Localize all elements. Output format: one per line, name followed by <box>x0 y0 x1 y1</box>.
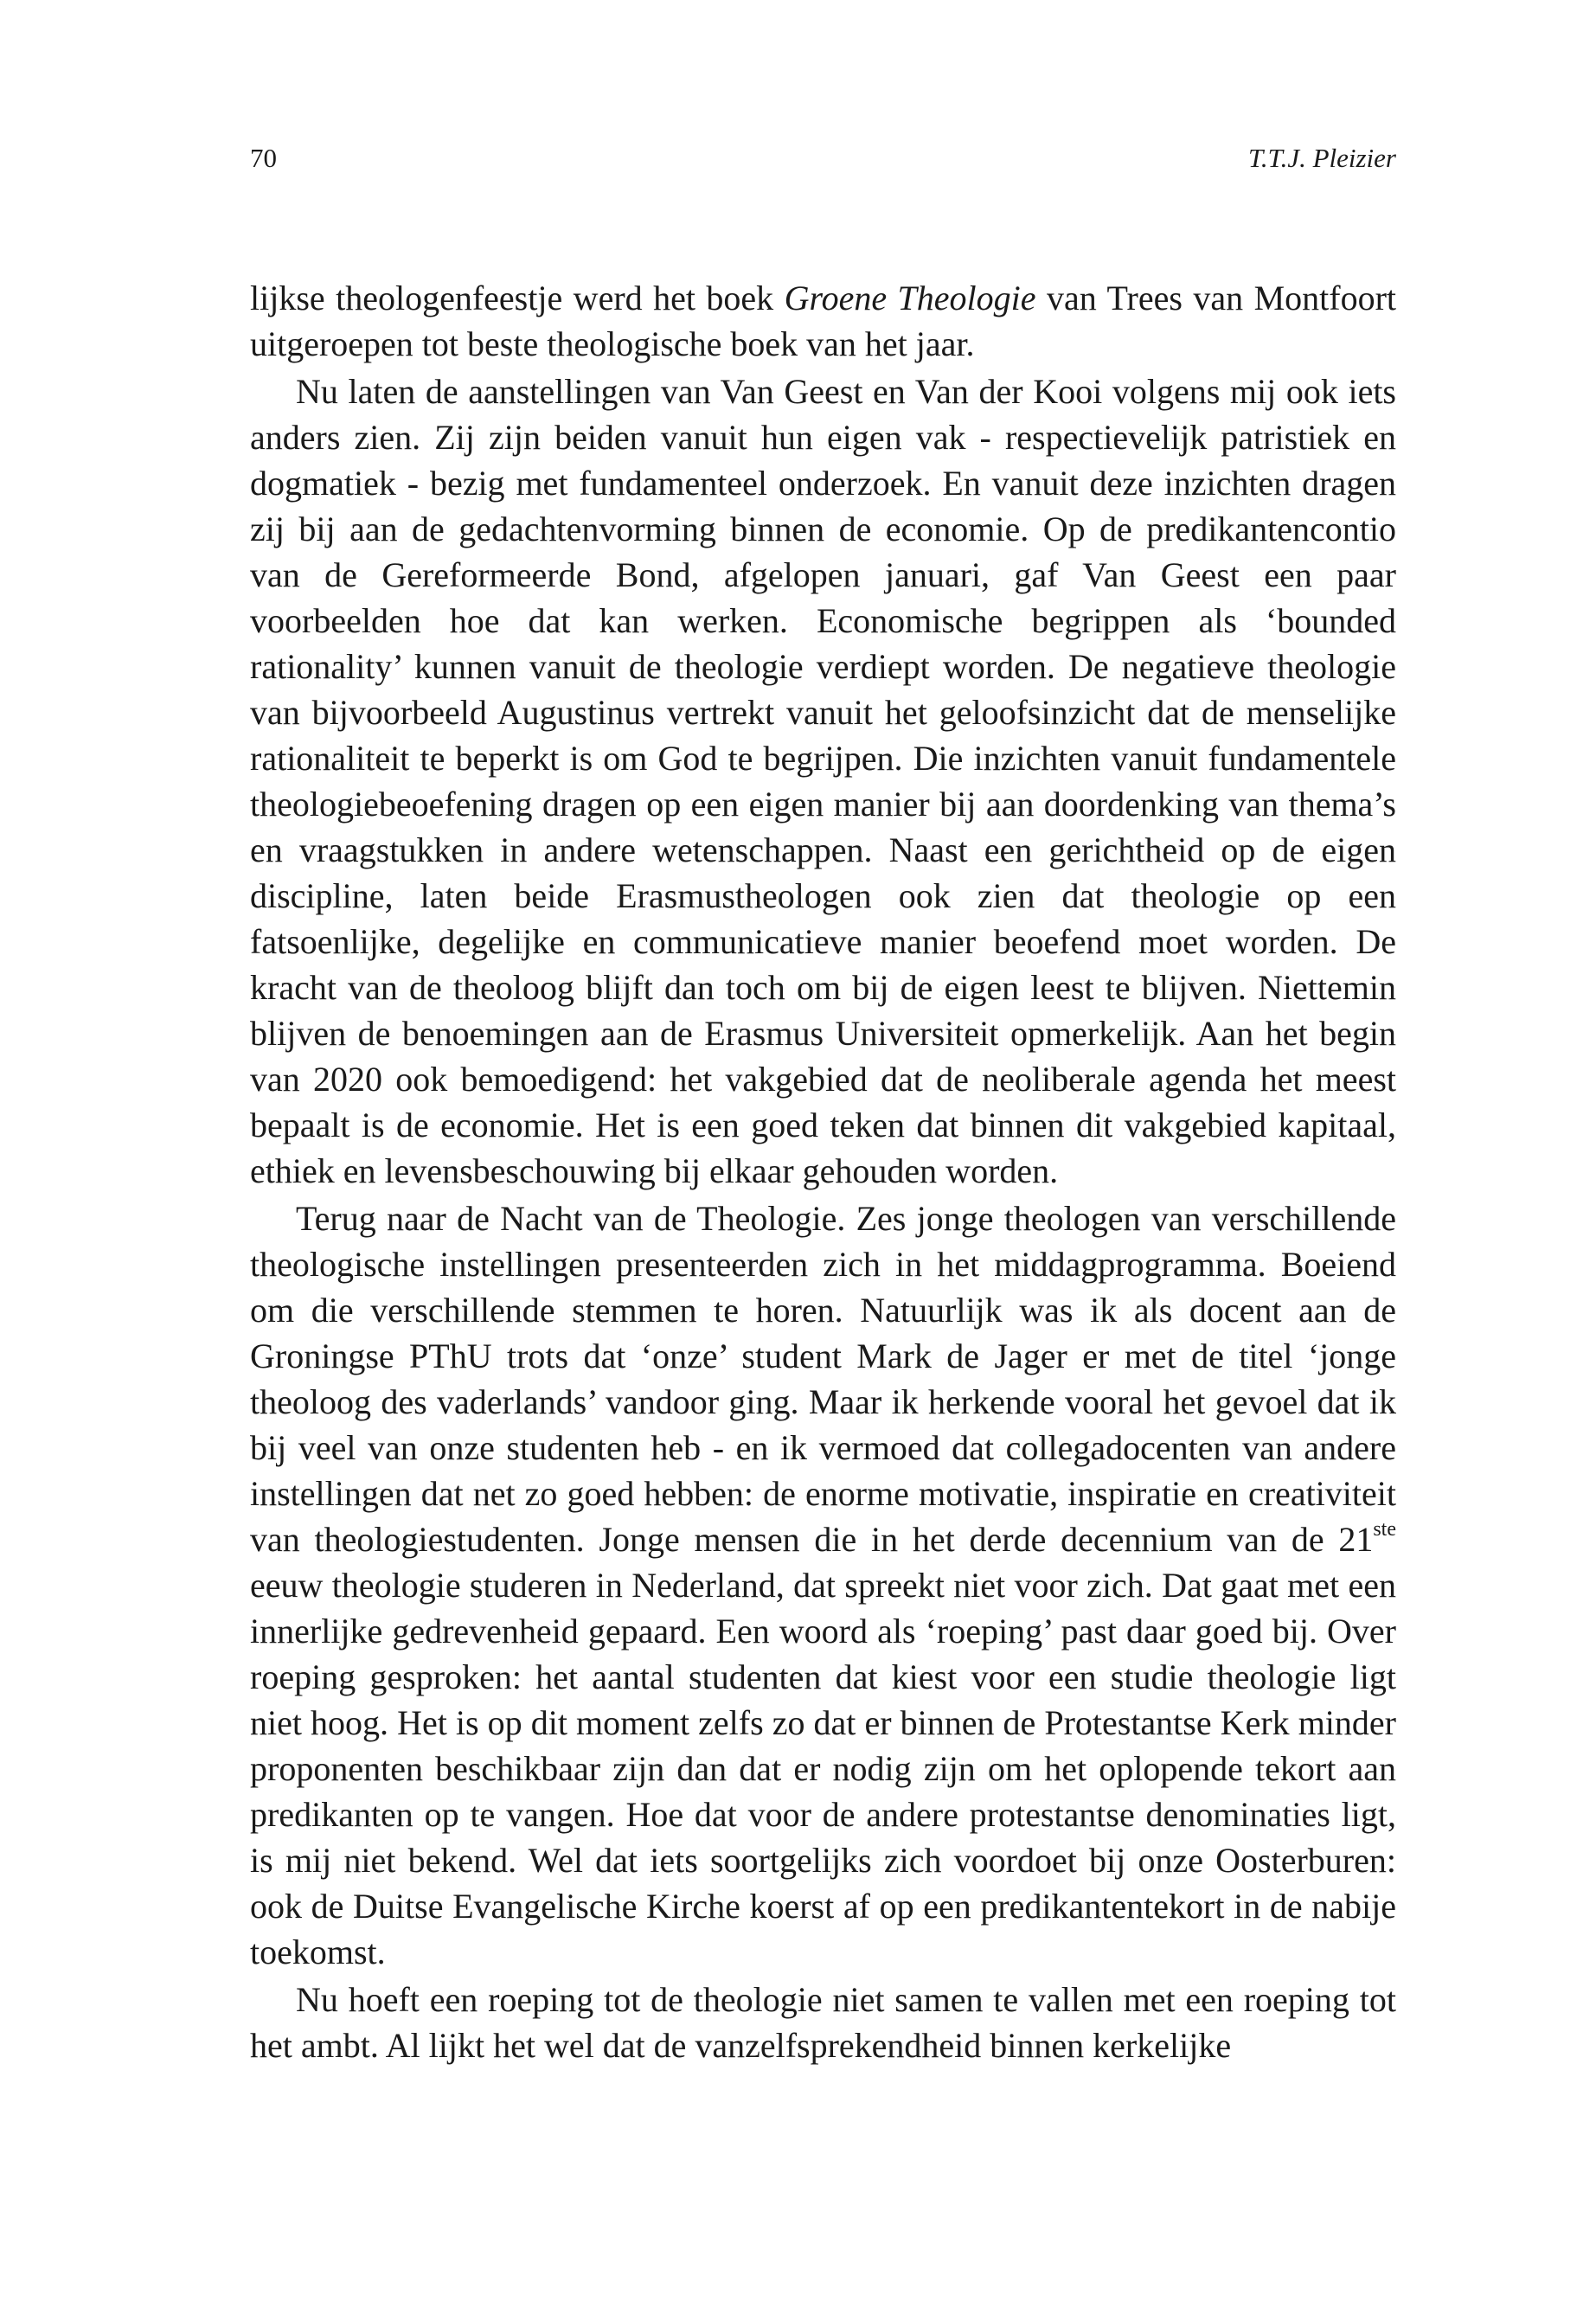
paragraph: Nu hoeft een roeping tot de theologie niet samen te vallen met een roeping tot het ambt. Al lijkt het wel dat de vanzelfsprekendheid binnen kerkelijke <box>250 1980 1396 2065</box>
running-head-author: T.T.J. Pleizier <box>1247 143 1396 173</box>
body-text <box>250 275 1396 2068</box>
running-head <box>250 137 1396 180</box>
paragraph <box>250 1195 1396 1975</box>
paragraph: Nu laten de aanstellingen van Van Geest en Van der Kooi volgens mij ook iets anders zien. Zij zijn beiden vanuit hun eigen vak - respectievelijk patristiek en dogmatiek - bezig met fundamenteel onderzoek. En vanuit deze inzichten dragen zij bij aan de gedachtenvorming binnen de economie. Op de predikantencontio van de Gereformeerde Bond, afgelopen januari, gaf Van Geest een paar voorbeelden hoe dat kan werken. Economische begrippen als ‘bounded rationality’ kunnen vanuit de theologie verdiept worden. De negatieve theologie van bijvoorbeeld Augustinus vertrekt vanuit het geloofsinzicht dat de menselijke rationaliteit te beperkt is om God te begrijpen. Die inzichten vanuit fundamentele theologiebeoefening dragen op een eigen manier bij aan doordenking van thema’s en vraagstukken in andere wetenschappen. Naast een gerichtheid op de eigen discipline, laten beide Erasmustheologen ook zien dat theologie op een fatsoenlijke, degelijke en communicatieve manier beoefend moet worden. De kracht van de theoloog blijft dan toch om bij de eigen leest te blijven. Niettemin blijven de benoemingen aan de Erasmus Universiteit opmerkelijk. Aan het begin van 2020 ook bemoedigend: het vakgebied dat de neoliberale agenda het meest bepaalt is de economie. Het is een goed teken dat binnen dit vakgebied kapitaal, ethiek en levensbeschouwing bij elkaar gehouden worden. <box>250 372 1396 1190</box>
paragraph-text: eeuw theologie studeren in Nederland, dat spreekt niet voor zich. Dat gaat met een innerlijke gedrevenheid gepaard. Een woord als ‘roeping’ past daar goed bij. Over roeping gesproken: het aantal studenten dat kiest voor een studie theologie ligt niet hoog. Het is op dit moment zelfs zo dat er binnen de Protestantse Kerk minder proponenten beschikbaar zijn dan dat er nodig zijn om het oplopende tekort aan predikanten op te vangen. Hoe dat voor de andere protestantse denominaties ligt, is mij niet bekend. Wel dat iets soortgelijks zich voordoet bij onze Oosterburen: ook de Duitse Evangelische Kirche koerst af op een predikantentekort in de nabije toekomst. <box>250 1566 1396 1971</box>
book-title: Groene Theologie <box>784 279 1036 317</box>
ordinal-superscript: ste <box>1373 1518 1396 1541</box>
paragraph-text: lijkse theologenfeestje werd het boek <box>250 279 785 317</box>
page-number: 70 <box>250 143 277 173</box>
paragraph <box>250 275 1396 367</box>
paragraph-text: Terug naar de Nacht van de Theologie. Zes jonge theologen van verschillende theologische instellingen presenteerden zich in het middagprogramma. Boeiend om die verschillende stemmen te horen. Natuurlijk was ik als docent aan de Groningse PThU trots dat ‘onze’ student Mark de Jager er met de titel ‘jonge theoloog des vaderlands’ vandoor ging. Maar ik herkende vooral het gevoel dat ik bij veel van onze studenten heb - en ik vermoed dat collegadocenten van andere instellingen dat net zo goed hebben: de enorme motivatie, inspiratie en creativiteit van theologiestudenten. Jonge mensen die in het derde decennium van de 21 <box>250 1199 1396 1559</box>
paragraph-text: van Trees van Montfoort uitgeroepen tot beste theologische boek van het jaar. <box>250 279 1396 363</box>
